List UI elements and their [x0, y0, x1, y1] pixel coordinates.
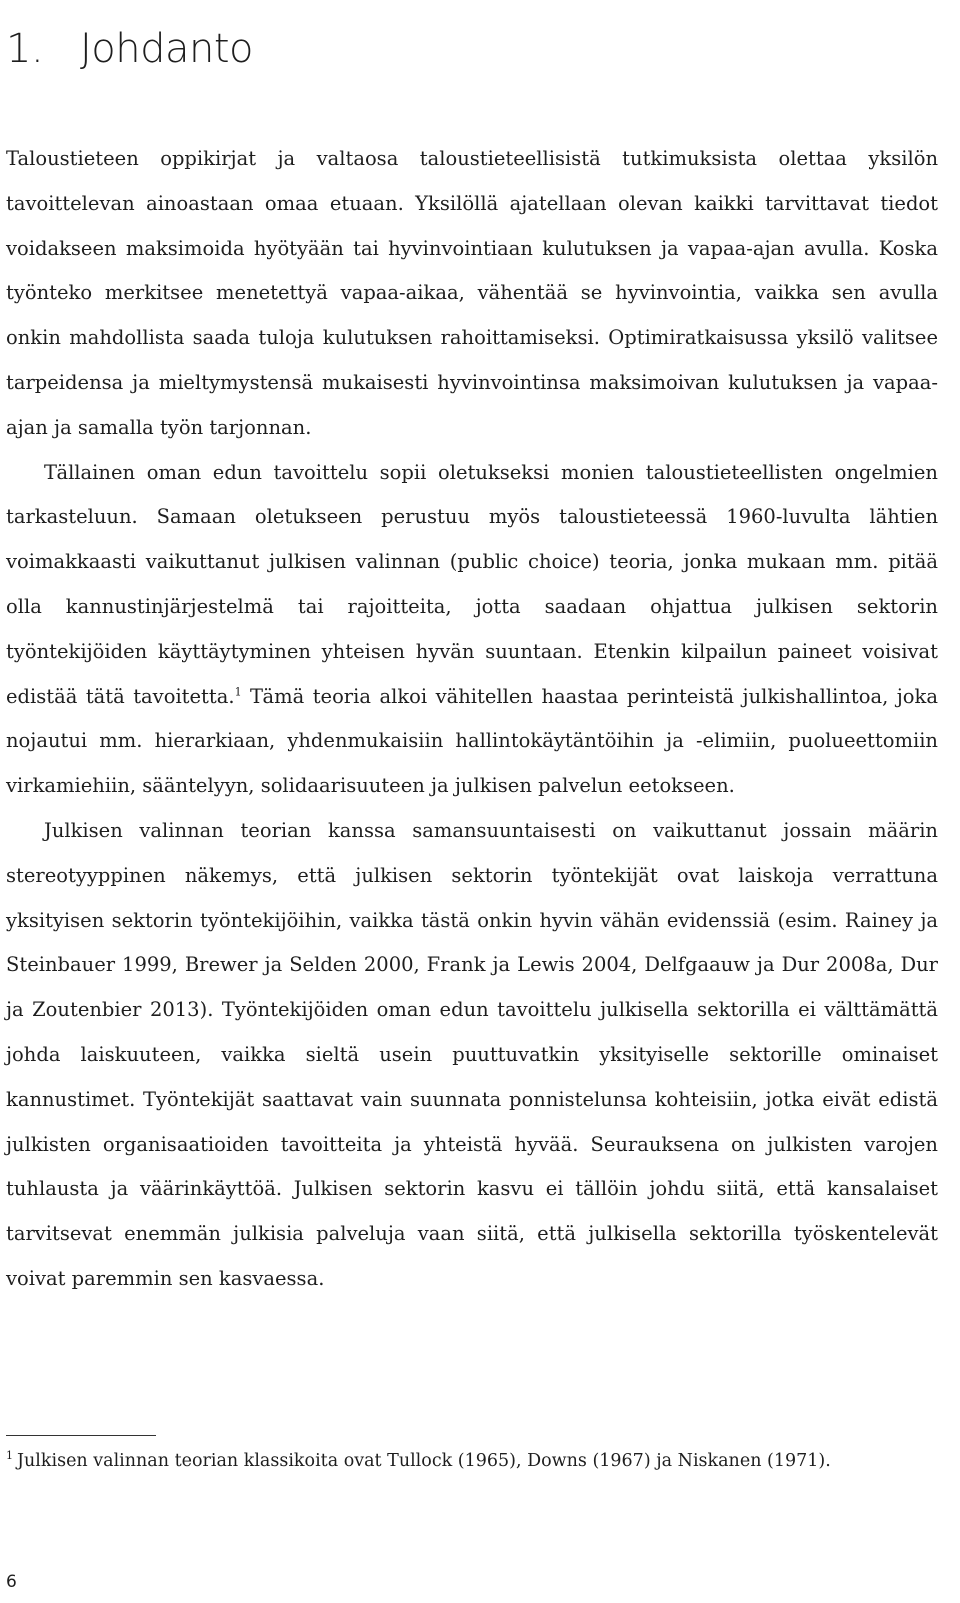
chapter-heading — [6, 27, 253, 71]
footnote — [6, 1446, 831, 1476]
paragraph-1: Taloustieteen oppikirjat ja valtaosa taloustieteellisistä tutkimuksista olettaa yksilön tavoittelevan ainoastaan omaa etuaan. Yksilöllä ajatellaan olevan kaikki tarvittavat tiedot voidakseen maksimoida hyötyään tai hyvinvointiaan kulutuksen ja vapaa-ajan avulla. Koska työnteko merkitsee menetettyä vapaa-aikaa, vähentää se hyvinvointia, vaikka sen avulla onkin mahdollista saada tuloja kulutuksen rahoittamiseksi. Optimiratkaisussa yksilö valitsee tarpeidensa ja mieltymystensä mukaisesti hyvinvointinsa maksimoivan kulutuksen ja vapaa-ajan ja samalla työn tarjonnan. — [6, 147, 938, 439]
paragraph-2-text-a: Tällainen oman edun tavoittelu sopii oletukseksi monien taloustieteellisten ongelmien tarkasteluun. Samaan oletukseen perustuu myös taloustieteessä 1960-luvulta lähtien voimakkaasti vaikuttanut julkisen valinnan (public choice) teoria, jonka mukaan mm. pitää olla kannustinjärjestelmä tai rajoitteita, jotta saadaan ohjattua julkisen sektorin työntekijöiden käyttäytyminen yhteisen hyvän suuntaan. Etenkin kilpailun paineet voisivat edistää tätä tavoitetta. — [6, 460, 938, 708]
paragraph-2 — [6, 451, 938, 809]
footnote-reference[interactable]: 1 — [234, 685, 242, 699]
footnote-text: Julkisen valinnan teorian klassikoita ovat Tullock (1965), Downs (1967) ja Niskanen (1971). — [17, 1451, 831, 1471]
paragraph-2-text-b: Tämä teoria alkoi vähitellen haastaa perinteistä julkishallintoa, joka nojautui mm. hierarkiaan, yhdenmukaisiin hallintokäytäntöihin ja -elimiin, puolueettomiin virkamiehiin, sääntelyyn, solidaarisuuteen ja julkisen palvelun eetokseen. — [6, 684, 938, 798]
paragraph-3: Julkisen valinnan teorian kanssa samansuuntaisesti on vaikuttanut jossain määrin stereotyyppinen näkemys, että julkisen sektorin työntekijät ovat laiskoja verrattuna yksityisen sektorin työntekijöihin, vaikka tästä onkin hyvin vähän evidenssiä (esim. Rainey ja Steinbauer 1999, Brewer ja Selden 2000, Frank ja Lewis 2004, Delfgaauw ja Dur 2008a, Dur ja Zoutenbier 2013). Työntekijöiden oman edun tavoittelu julkisella sektorilla ei välttämättä johda laiskuuteen, vaikka sieltä usein puuttuvatkin yksityiselle sektorille ominaiset kannustimet. Työntekijät saattavat vain suunnata ponnistelunsa kohteisiin, jotka eivät edistä julkisten organisaatioiden tavoitteita ja yhteistä hyvää. Seurauksena on julkisten varojen tuhlausta ja väärinkäyttöä. Julkisen sektorin kasvu ei tällöin johdu siitä, että kansalaiset tarvitsevat enemmän julkisia palveluja vaan siitä, että julkisella sektorilla työskentelevät voivat paremmin sen kasvaessa. — [6, 818, 938, 1290]
footnote-number: 1 — [6, 1449, 13, 1463]
page-number: 6 — [6, 1572, 17, 1592]
chapter-title: Johdanto — [80, 25, 254, 72]
body-text — [6, 137, 938, 1302]
chapter-number: 1. — [6, 25, 44, 72]
footnote-divider — [6, 1435, 156, 1436]
